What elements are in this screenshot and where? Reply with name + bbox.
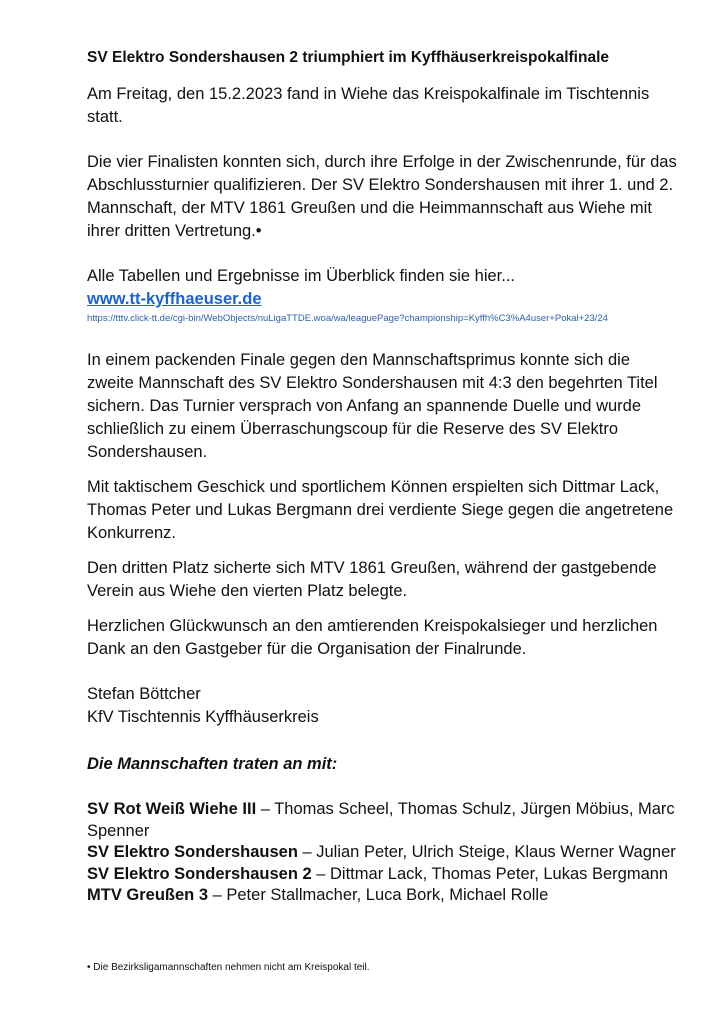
- paragraph-finalists: Die vier Finalisten konnten sich, durch ihre Erfolge in der Zwischenrunde, für das Abschlussturnier qualifizieren. Der SV Elektro Sondershausen mit ihrer 1. und 2. Mannschaft, der MTV 1861 Greußen und die Heimmannschaft aus Wiehe mit ihrer dritten Vertretung.•: [87, 153, 677, 240]
- teams-heading: Die Mannschaften traten an mit:: [87, 755, 338, 773]
- team-name: SV Rot Weiß Wiehe III: [87, 800, 257, 818]
- team-entry: [87, 842, 677, 864]
- team-players: – Peter Stallmacher, Luca Bork, Michael Rolle: [208, 886, 549, 904]
- team-name: MTV Greußen 3: [87, 886, 209, 904]
- footnote: • Die Bezirksligamannschaften nehmen nicht am Kreispokal teil.: [87, 962, 370, 973]
- signature-org: KfV Tischtennis Kyffhäuserkreis: [87, 708, 319, 726]
- team-players: – Julian Peter, Ulrich Steige, Klaus Werner Wagner: [297, 843, 676, 861]
- league-url-link[interactable]: https://tttv.click-tt.de/cgi-bin/WebObjects/nuLigaTTDE.woa/wa/leaguePage?championship=Kyffh%C3%A4user+Pokal+23/24: [87, 313, 608, 324]
- team-players: – Dittmar Lack, Thomas Peter, Lukas Bergmann: [311, 864, 669, 883]
- paragraph-players: Mit taktischem Geschick und sportlichem Können erspielten sich Dittmar Lack, Thomas Peter und Lukas Bergmann drei verdiente Siege gegen die angetretene Konkurrenz.: [87, 478, 674, 542]
- paragraph-results-intro: Alle Tabellen und Ergebnisse im Überblick finden sie hier...: [87, 267, 516, 285]
- article: [87, 48, 677, 907]
- team-entry: [87, 885, 677, 907]
- paragraph-final-match: In einem packenden Finale gegen den Mannschaftsprimus konnte sich die zweite Mannschaft des SV Elektro Sondershausen mit 4:3 den begehrten Titel sichern. Das Turnier versprach von Anfang an spannende Duelle und wurde schließlich zu einem Überraschungscoup für die Reserve des SV Elektro Sondershausen.: [87, 351, 658, 461]
- team-players: – Thomas Scheel, Thomas Schulz, Jürgen Möbius, Marc Spenner: [87, 800, 675, 840]
- team-entry: [87, 864, 677, 886]
- article-title: SV Elektro Sondershausen 2 triumphiert im Kyffhäuserkreispokalfinale: [87, 49, 609, 66]
- team-name: SV Elektro Sondershausen 2: [87, 864, 312, 883]
- team-name: SV Elektro Sondershausen: [87, 843, 298, 861]
- team-entry: [87, 799, 677, 842]
- teams-list: [87, 799, 677, 907]
- website-link[interactable]: www.tt-kyffhaeuser.de: [87, 290, 262, 308]
- paragraph-placings: Den dritten Platz sicherte sich MTV 1861 Greußen, während der gastgebende Verein aus Wiehe den vierten Platz belegte.: [87, 559, 657, 600]
- paragraph-date: Am Freitag, den 15.2.2023 fand in Wiehe das Kreispokalfinale im Tischtennis statt.: [87, 85, 650, 126]
- signature-name: Stefan Böttcher: [87, 685, 201, 703]
- paragraph-congratulations: Herzlichen Glückwunsch an den amtierenden Kreispokalsieger und herzlichen Dank an den Gastgeber für die Organisation der Finalrunde.: [87, 617, 658, 658]
